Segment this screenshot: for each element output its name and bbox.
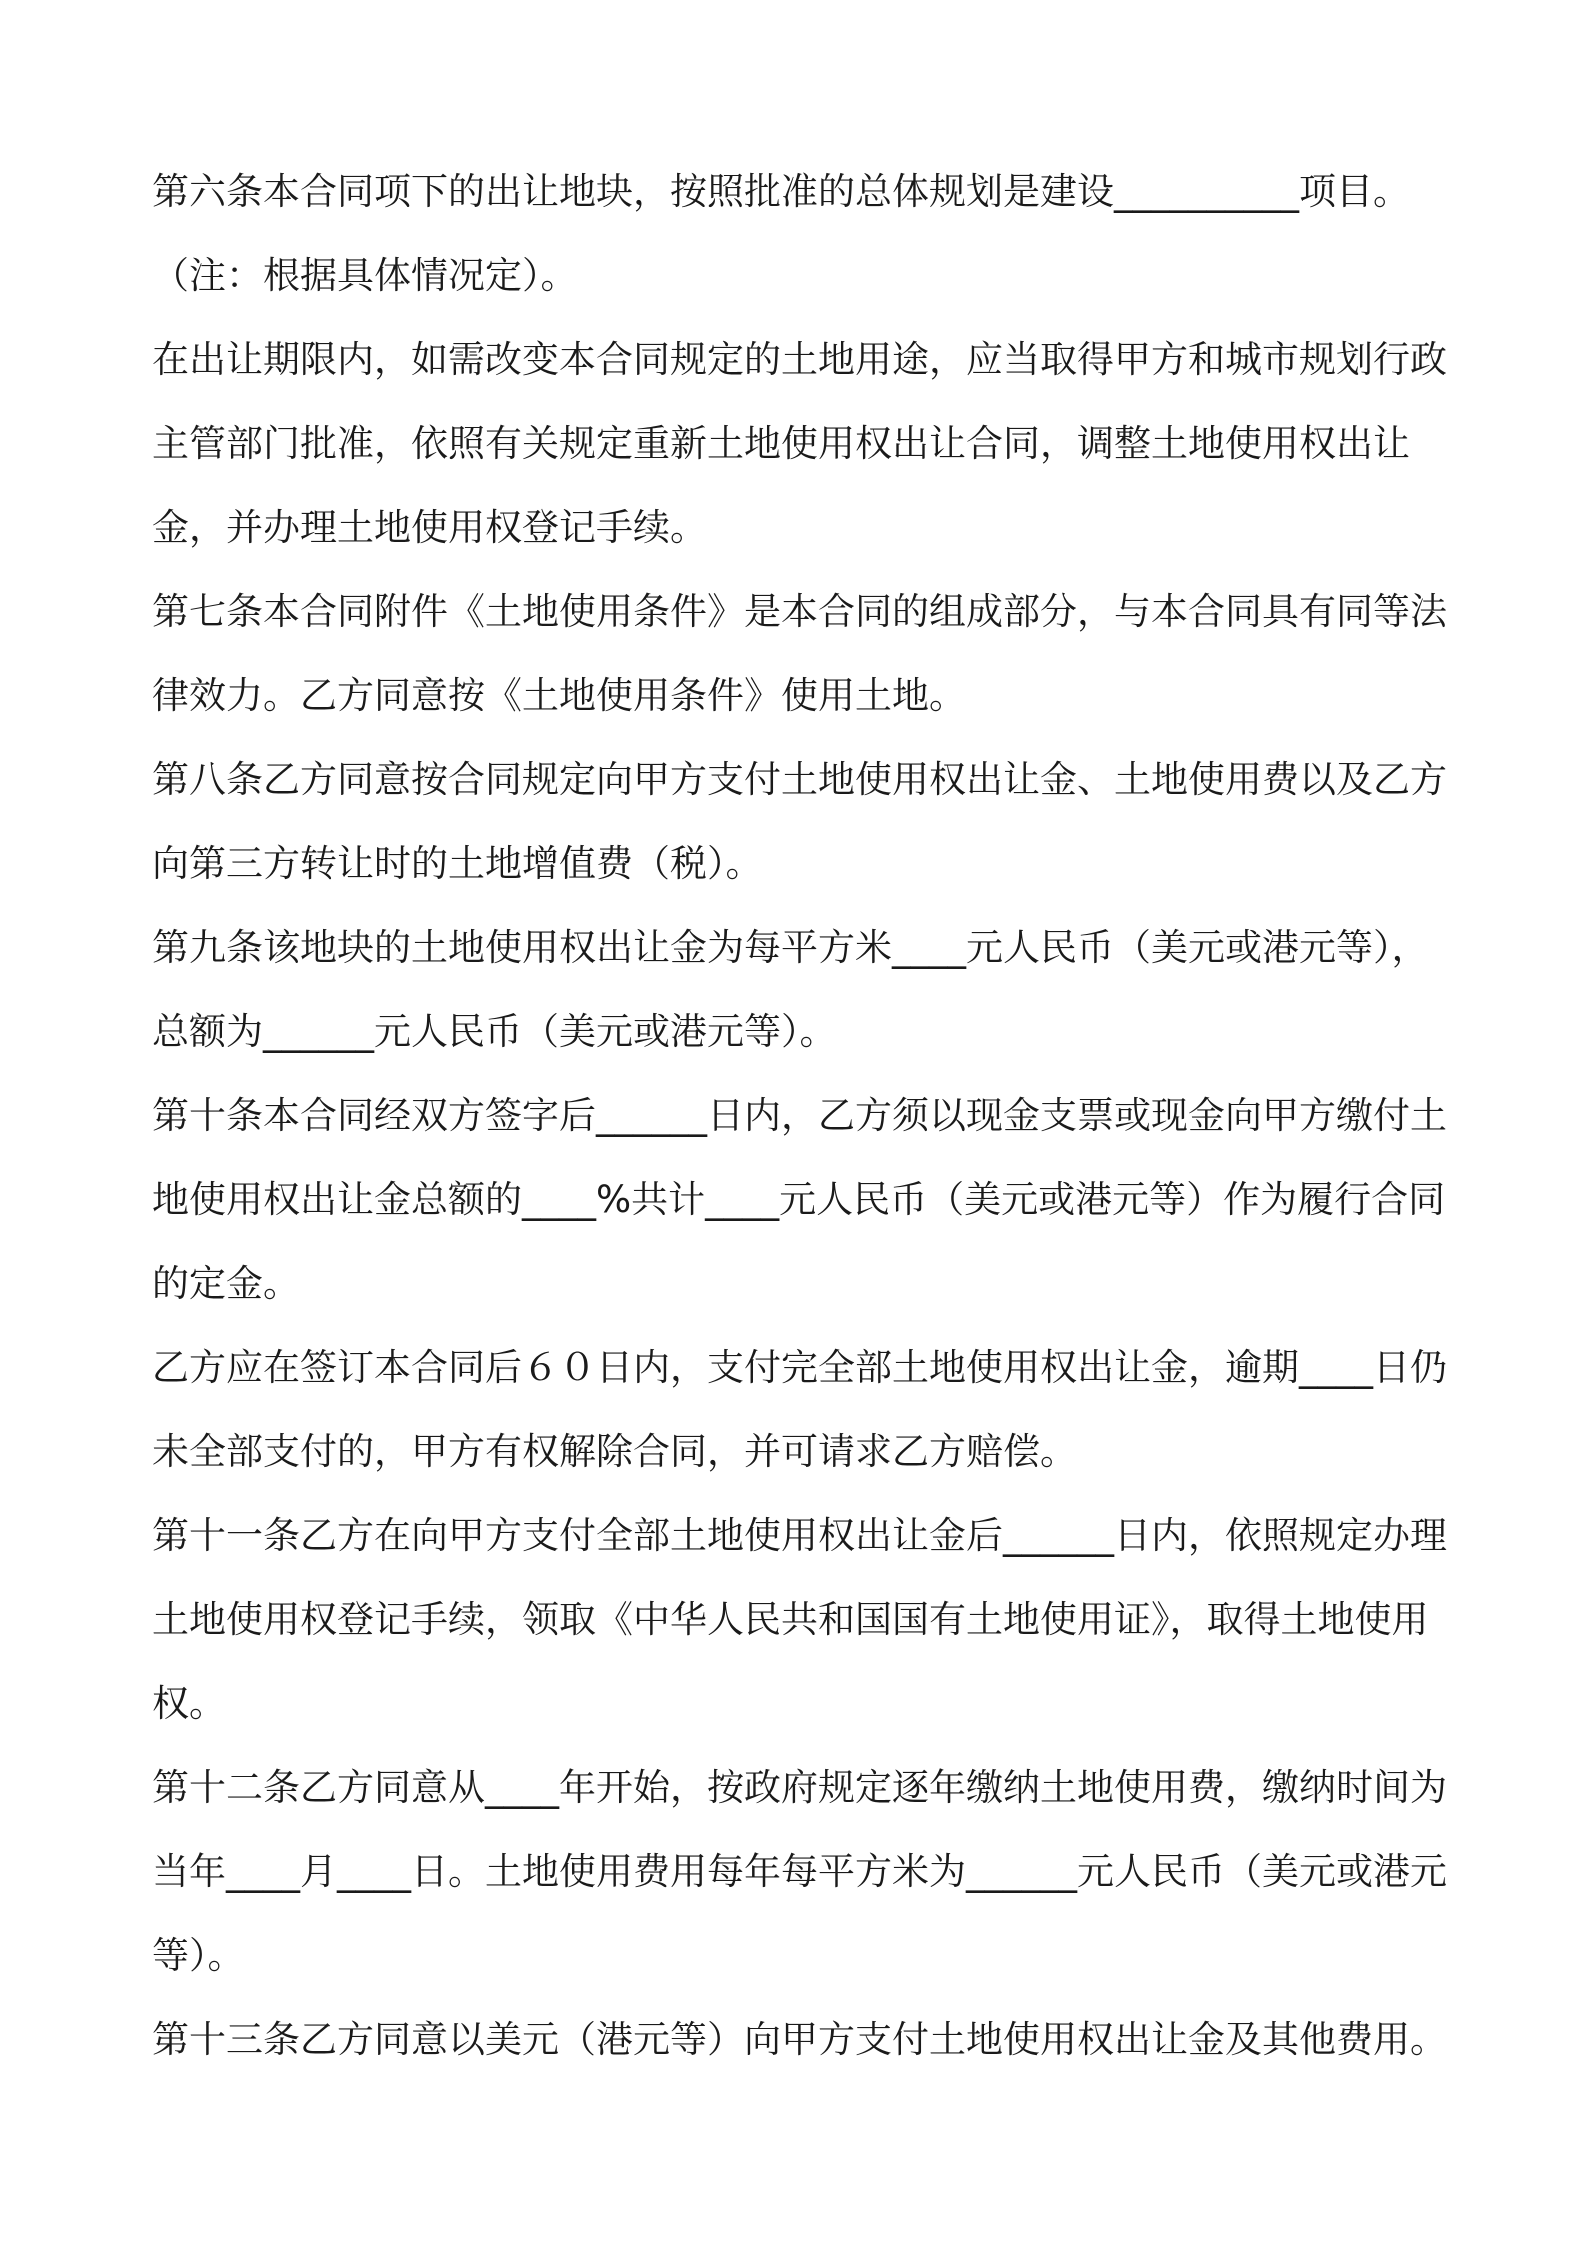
paragraph-payment-deadline: 乙方应在签订本合同后６０日内，支付完全部土地使用权出让金，逾期____日仍未全部支付的，甲方有权解除合同，并可请求乙方赔偿。 (152, 1346, 1447, 1473)
paragraph-article-12: 第十二条乙方同意从____年开始，按政府规定逐年缴纳土地使用费，缴纳时间为当年____月____日。土地使用费用每年每平方米为______元人民币（美元或港元等）。 (152, 1766, 1447, 1977)
paragraph-article-7: 第七条本合同附件《土地使用条件》是本合同的组成部分，与本合同具有同等法律效力。乙方同意按《土地使用条件》使用土地。 (152, 590, 1447, 717)
paragraph-article-13: 第十三条乙方同意以美元（港元等）向甲方支付土地使用权出让金及其他费用。 (152, 2018, 1447, 2061)
paragraph-article-9: 第九条该地块的土地使用权出让金为每平方米____元人民币（美元或港元等），总额为______元人民币（美元或港元等）。 (152, 926, 1429, 1053)
paragraph-land-use-change: 在出让期限内，如需改变本合同规定的土地用途，应当取得甲方和城市规划行政主管部门批准，依照有关规定重新土地使用权出让合同，调整土地使用权出让金，并办理土地使用权登记手续。 (152, 338, 1447, 549)
paragraph-article-10: 第十条本合同经双方签字后______日内，乙方须以现金支票或现金向甲方缴付土地使用权出让金总额的____%共计____元人民币（美元或港元等）作为履行合同的定金。 (152, 1094, 1447, 1305)
document-body (152, 150, 1452, 2082)
paragraph-article-8: 第八条乙方同意按合同规定向甲方支付土地使用权出让金、土地使用费以及乙方向第三方转让时的土地增值费（税）。 (152, 758, 1447, 885)
paragraph-article-11: 第十一条乙方在向甲方支付全部土地使用权出让金后______日内，依照规定办理土地使用权登记手续，领取《中华人民共和国国有土地使用证》，取得土地使用权。 (152, 1514, 1447, 1725)
paragraph-article-6: 第六条本合同项下的出让地块，按照批准的总体规划是建设__________项目。（注：根据具体情况定）。 (152, 170, 1410, 297)
